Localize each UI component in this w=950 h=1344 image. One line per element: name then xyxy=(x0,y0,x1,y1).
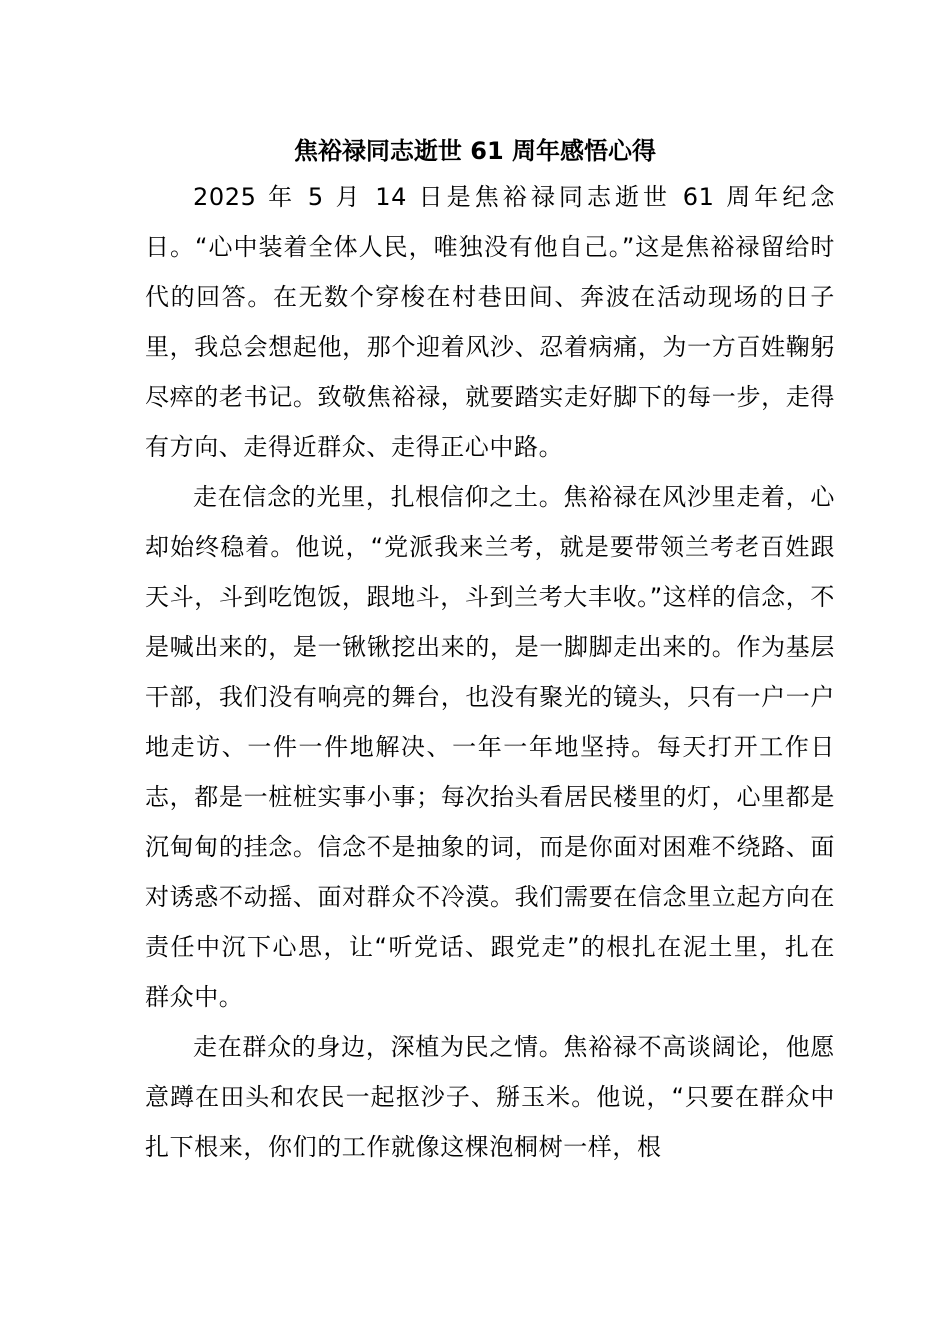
paragraph-3: 走在群众的身边，深植为民之情。焦裕禄不高谈阔论，他愿意蹲在田头和农民一起抠沙子、掰玉米。他说，“只要在群众中扎下根来，你们的工作就像这棵泡桐树一样，根 xyxy=(145,1033,835,1161)
document-title: 焦裕禄同志逝世 61 周年感悟心得 xyxy=(293,137,657,165)
document-body xyxy=(145,172,835,1172)
paragraph-2: 走在信念的光里，扎根信仰之土。焦裕禄在风沙里走着，心却始终稳着。他说，“党派我来兰考，就是要带领兰考老百姓跟天斗，斗到吃饱饭，跟地斗，斗到兰考大丰收。”这样的信念，不是喊出来的，是一锹锹挖出来的，是一脚脚走出来的。作为基层干部，我们没有响亮的舞台，也没有聚光的镜头，只有一户一户地走访、一件一件地解决、一年一年地坚持。每天打开工作日志，都是一桩桩实事小事；每次抬头看居民楼里的灯，心里都是沉甸甸的挂念。信念不是抽象的词，而是你面对困难不绕路、面对诱惑不动摇、面对群众不冷漠。我们需要在信念里立起方向在责任中沉下心思，让“听党话、跟党走”的根扎在泥土里，扎在群众中。 xyxy=(145,483,835,1011)
paragraph-1: 2025 年 5 月 14 日是焦裕禄同志逝世 61 周年纪念日。“心中装着全体人民，唯独没有他自己。”这是焦裕禄留给时代的回答。在无数个穿梭在村巷田间、奔波在活动现场的日子里，我总会想起他，那个迎着风沙、忍着病痛，为一方百姓鞠躬尽瘁的老书记。致敬焦裕禄，就要踏实走好脚下的每一步，走得有方向、走得近群众、走得正心中路。 xyxy=(145,183,835,461)
